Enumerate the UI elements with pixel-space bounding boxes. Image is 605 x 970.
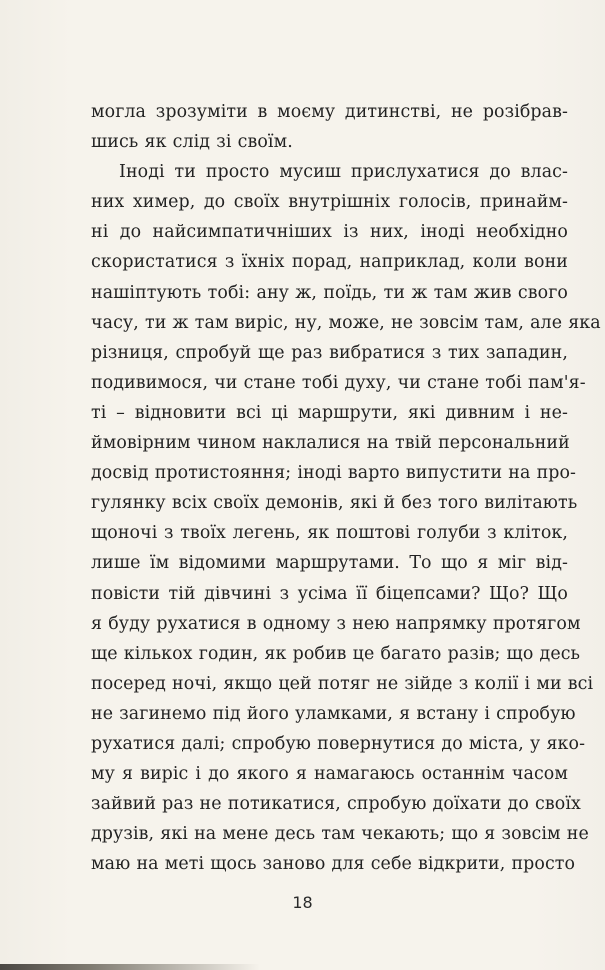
text-line: зайвий раз не потикатися, спробую доїхати до своїх bbox=[91, 794, 581, 815]
text-line: різниця, спробуй ще раз вибратися з тих западин, bbox=[91, 342, 568, 363]
text-line: подивимося, чи стане тобі духу, чи стане тобі пам'я- bbox=[91, 372, 586, 393]
text-line: рухатися далі; спробую повернутися до міста, у яко- bbox=[91, 733, 586, 754]
text-line: ні до найсимпатичніших із них, іноді необхідно bbox=[91, 222, 568, 243]
text-line: лише їм відомими маршрутами. То що я міг від- bbox=[91, 553, 568, 574]
text-line: ті – відновити всі ці маршрути, які дивним і не- bbox=[91, 402, 568, 423]
text-line: Іноді ти просто мусиш прислухатися до влас- bbox=[119, 162, 568, 183]
text-line: скористатися з їхніх порад, наприклад, коли вони bbox=[91, 252, 568, 273]
text-line: нашіптують тобі: ану ж, поїдь, ти ж там жив свого bbox=[91, 282, 568, 303]
page-edge-shadow bbox=[0, 964, 260, 970]
text-line: досвід протистояння; іноді варто випустити на про- bbox=[91, 463, 577, 484]
text-line: ще кількох годин, як робив це багато разів; що десь bbox=[91, 643, 581, 664]
text-line: щоночі з твоїх легень, як поштові голуби з кліток, bbox=[91, 523, 568, 544]
page-number: 18 bbox=[292, 893, 313, 912]
text-line: друзів, які на мене десь там чекають; що я зовсім не bbox=[91, 824, 589, 845]
text-line: часу, ти ж там виріс, ну, може, не зовсім там, але яка bbox=[91, 312, 601, 333]
text-line: я буду рухатися в одному з нею напрямку протягом bbox=[91, 613, 581, 634]
text-line: шись як слід зі своїм. bbox=[91, 132, 293, 153]
text-line: гулянку всіх своїх демонів, які й без того вилітають bbox=[91, 493, 578, 514]
text-line: не загинемо під його уламками, я встану і спробую bbox=[91, 703, 576, 724]
text-line: маю на меті щось заново для себе відкрити, просто bbox=[91, 854, 576, 875]
text-line: них химер, до своїх внутрішніх голосів, принайм- bbox=[91, 192, 568, 213]
text-line: ймовірним чином наклалися на твій персональний bbox=[91, 433, 570, 454]
page-text bbox=[91, 97, 601, 879]
text-line: му я виріс і до якого я намагаюсь останнім часом bbox=[91, 764, 568, 785]
text-line: могла зрозуміти в моєму дитинстві, не розібрав- bbox=[91, 102, 568, 122]
text-line: повісти тій дівчині з усіма її біцепсами? Що? Що bbox=[91, 583, 568, 604]
text-line: посеред ночі, якщо цей потяг не зійде з колії і ми всі bbox=[91, 673, 594, 694]
